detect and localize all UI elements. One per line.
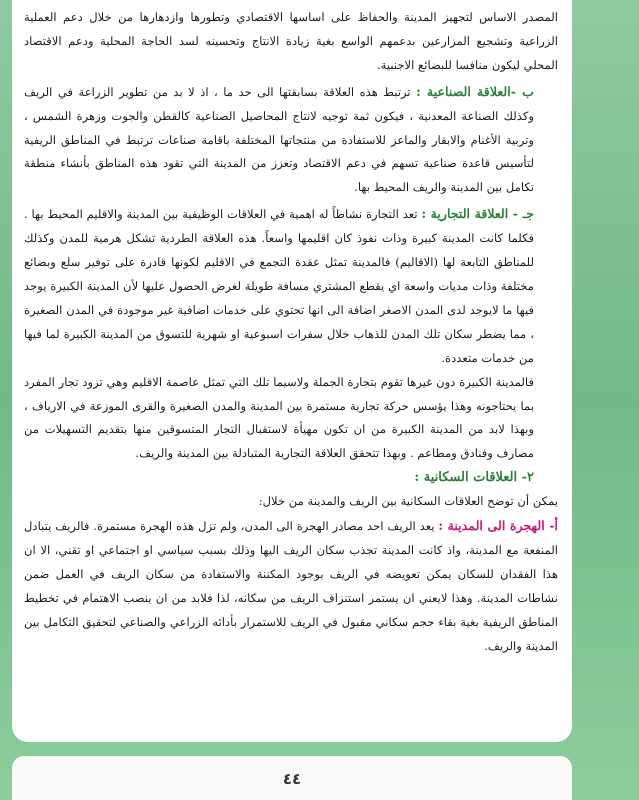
trade-paragraph-2: فالمدينة الكبيرة دون غيرها تقوم بتجارة الجملة ولاسيما تلك التي تمثل عاصمة الاقليم وهي تزود تجار المفرد بما يحتاجونه وهذا يؤسس حركة تجارية مستمرة بين المدينة والمدن الصغيرة والقرى الموزعة في الارياف ، وبهذا لابد من المدينة الكبيرة من ان تكون مهيأة لاستقبال التجار المتسوقين منها بتقديم التسهيلات من مصارف وفنادق ومطاعم . وبهذا تتحقق العلاقة التجارية المتبادلة بين المدينة والريف. xyxy=(24,374,534,461)
population-heading: ٢- العلاقات السكانية : xyxy=(414,470,534,486)
footer-bar xyxy=(12,756,572,800)
industrial-heading: ب -العلاقة الصناعية : xyxy=(416,83,534,99)
trade-text: تعد التجارة نشاطاً له اهمية في العلاقات الوظيفية بين المدينة والاقليم المحيط بها . فكلما كانت المدينة كبيرة وذات نفوذ كان اقليمها واسعاً. هذه العلاقة الطردية تشكل هرمية للمدن وكذلك للمناطق التابعة لها (الاقاليم) فالمدينة تمثل عقدة التجمع في الاقليم لكونها قادرة على توفير سلع وبضائع مختلفة وذات مديات واسعة اي يقطع المشتري مسافة طويلة لغرض الحصول عليها لأن المدينة الكبيرة يوجد فيها ما لايوجد لدى المدن الاصغر اضافة الى انها تحتوي على خدمات اضافية غير موجودة في المدن الصغيرة ، مما يضطر سكان تلك المدن للذهاب خلال سفرات اسبوعية او شهرية للتسوق من المدينة الكبيرة لما فيها من خدمات متعددة. xyxy=(24,207,534,365)
trade-heading: جـ - العلاقة التجارية : xyxy=(421,206,535,222)
industrial-text: ترتبط هذه العلاقة بسابقتها الى حد ما ، اذ لا بد من تطوير الزراعة في الريف وكذلك الصناعة المعدنية ، فيكون ثمة توجيه لانتاج المحاصيل الصناعية كالقطن والجوت وزهرة الشمس ، وتربية الأغنام والابقار والماعز للاستفادة من منتجاتها المختلفة باقامة صناعات ترتبط في المناطق الريفية لتأسيس قاعدة صناعية تسهم في دعم الاقتصاد وتعزز من المدينة التي تقود هذه المناطق بأنشاء منطقة تكامل بين المدينة والريف المحيط بها. xyxy=(24,84,534,195)
document-body xyxy=(24,6,558,658)
migration-text: يعد الريف احد مصادر الهجرة الى المدن، ولم تزل هذه الهجرة مستمرة. فالريف يتبادل المنفعة مع المدينة، واذ كانت المدينة تجذب سكان الريف اليها وذلك بسبب سياسي او اجتماعي او تقني، الا ان هذا الفقدان للسكان يمكن تعويضه في الريف بوجود المكننة والاستفادة من سكان الريف في العمل ضمن نشاطات المدينة. وهذا لايعني ان يستمر استنزاف الريف من سكانه، لذا فلابد من ان ينصب الاهتمام في تخطيط المناطق الريفية بغية بقاء حجم سكاني مقبول في الريف للاستمرار بأدائه الزراعي والصناعي لتحقيق التكامل بين المدينة والريف. xyxy=(24,519,558,653)
trade-paragraph xyxy=(24,202,558,370)
document-page xyxy=(12,0,572,742)
migration-paragraph xyxy=(24,514,558,658)
population-intro: يمكن أن توضح العلاقات السكانية بين الريف والمدينة من خلال: xyxy=(258,494,558,509)
industrial-paragraph xyxy=(24,80,558,201)
page-number: ٤٤ xyxy=(282,770,302,788)
migration-heading: أ- الهجرة الى المدينة : xyxy=(438,518,558,534)
intro-paragraph: المصدر الاساس لتجهيز المدينة والحفاظ على اساسها الاقتصادي وتطورها وازدهارها من خلال دعم العملية الزراعية وتشجيع المزارعين بدعمهم الواسع بغية زيادة الانتاج وتحسينه لسد الحاجة المحلية ودعم الاقتصاد المحلي ليكون منافسا للبضائع الاجنبية. xyxy=(24,10,558,72)
